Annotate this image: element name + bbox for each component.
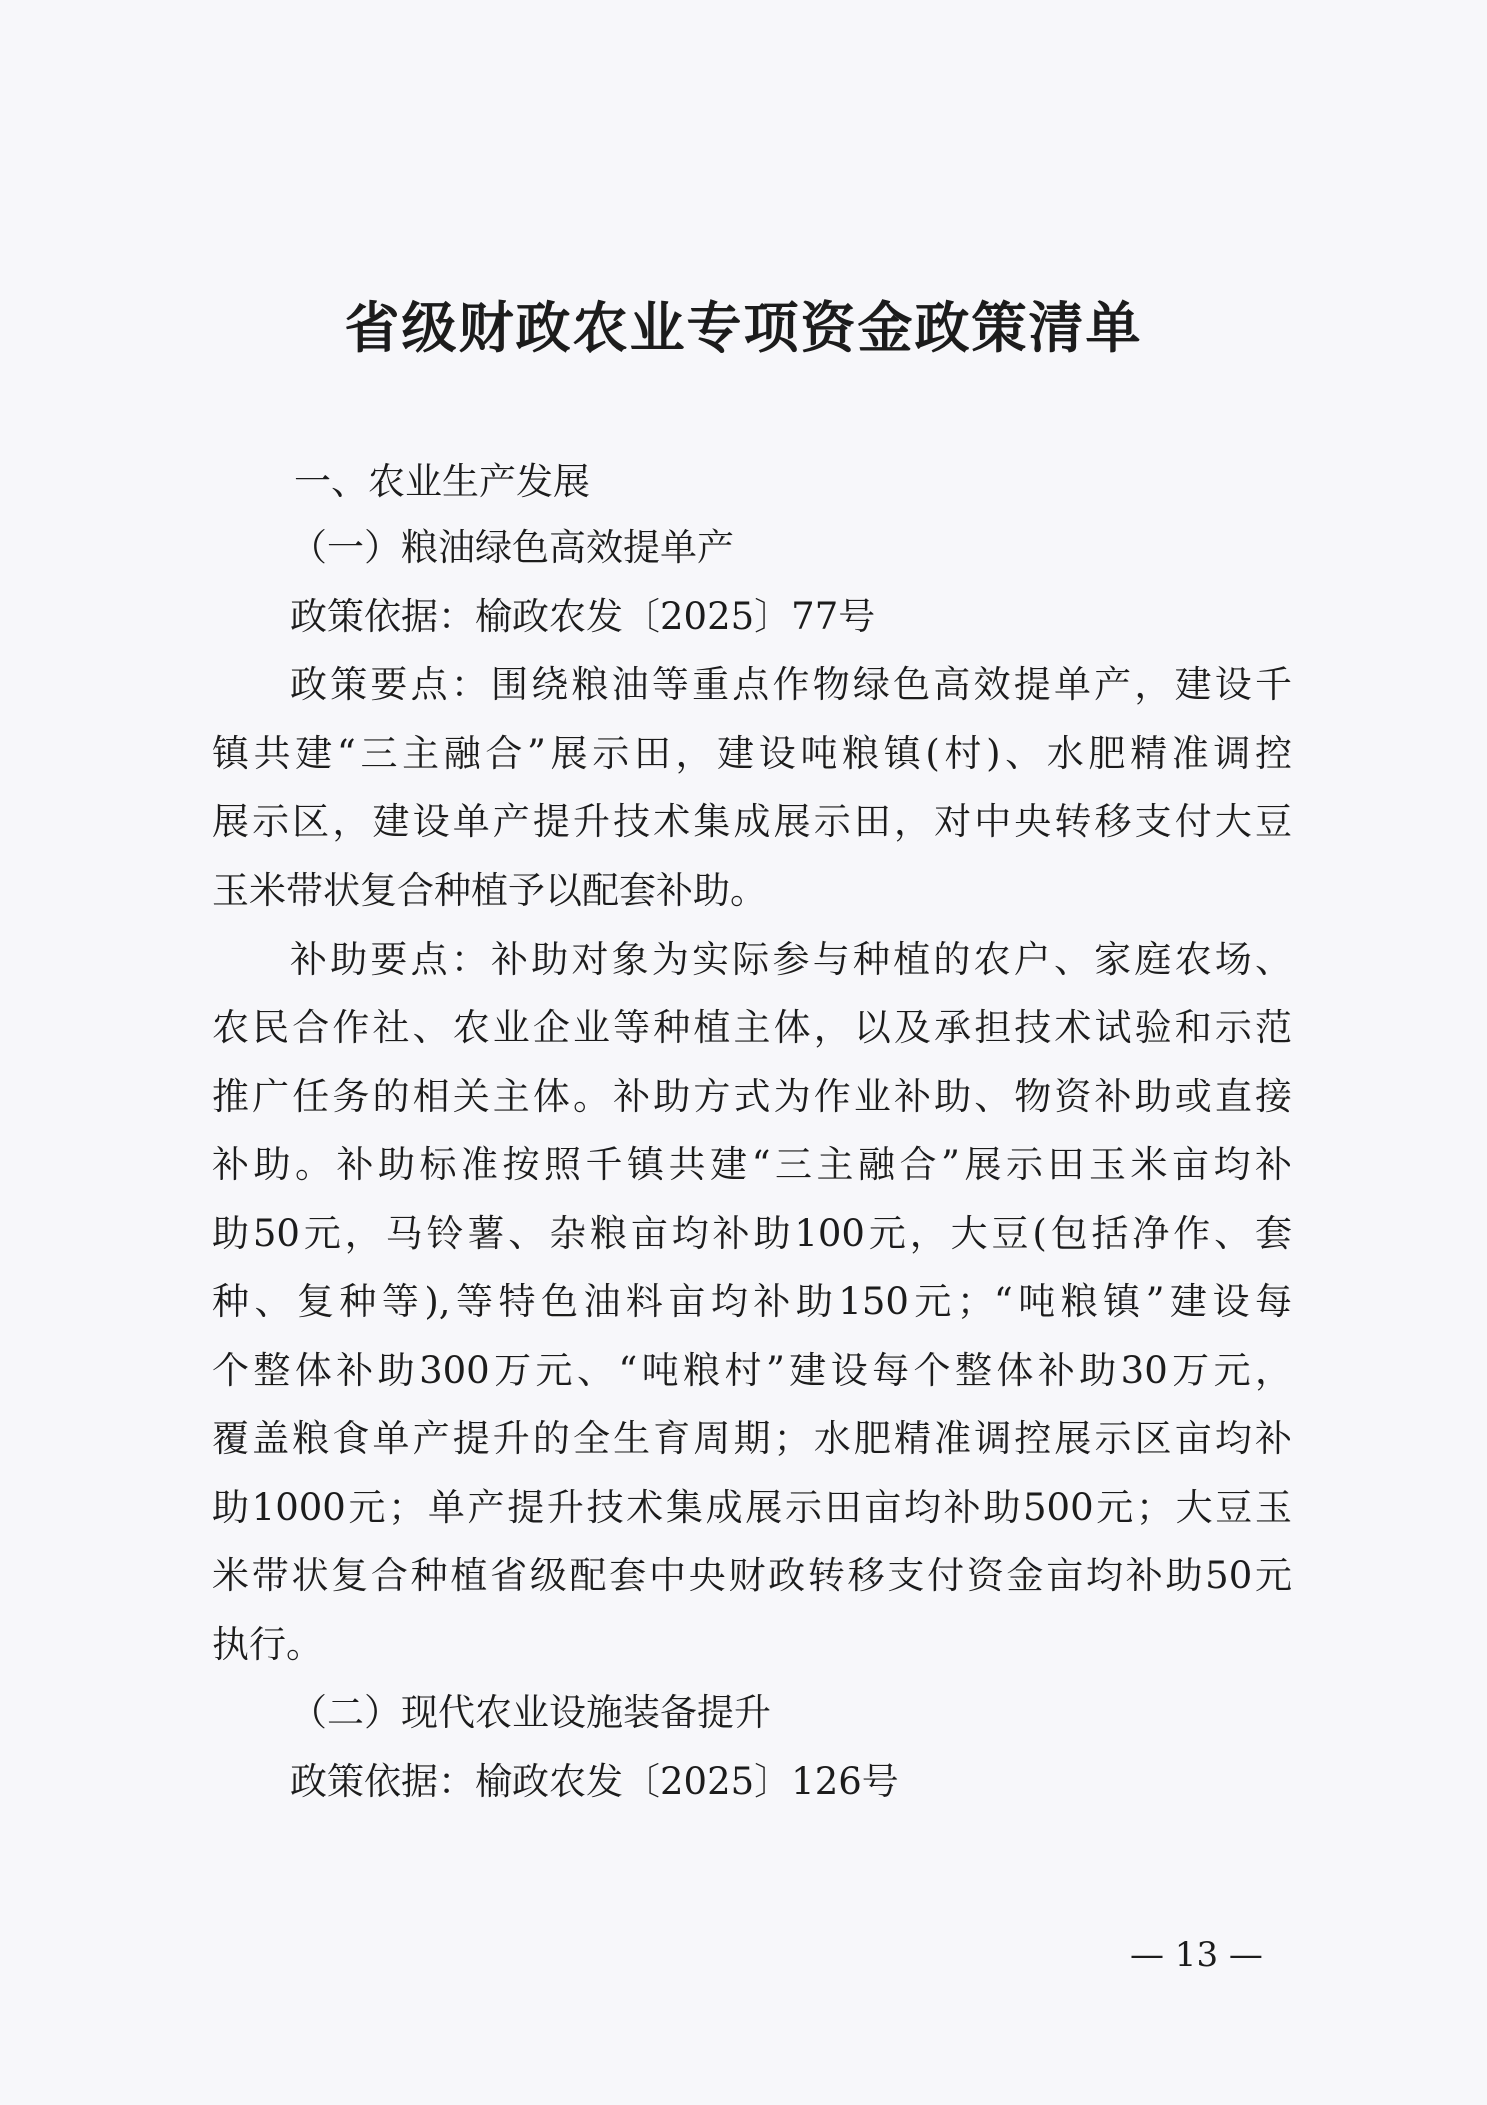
paragraph-line: 助50元，马铃薯、杂粮亩均补助100元，大豆(包括净作、套 bbox=[212, 1212, 1292, 1255]
paragraph-line: 推广任务的相关主体。补助方式为作业补助、物资补助或直接 bbox=[212, 1075, 1292, 1118]
page-number: — 13 — bbox=[1130, 1935, 1263, 1975]
paragraph-line: 覆盖粮食单产提升的全生育周期；水肥精准调控展示区亩均补 bbox=[212, 1417, 1292, 1460]
paragraph-line: 展示区，建设单产提升技术集成展示田，对中央转移支付大豆 bbox=[212, 800, 1292, 843]
paragraph-line: 玉米带状复合种植予以配套补助。 bbox=[212, 869, 767, 912]
paragraph-line: 个整体补助300万元、“吨粮村”建设每个整体补助30万元， bbox=[212, 1349, 1292, 1392]
policy-basis: 政策依据：榆政农发〔2025〕126号 bbox=[290, 1760, 899, 1803]
paragraph-line: 补助。补助标准按照千镇共建“三主融合”展示田玉米亩均补 bbox=[212, 1143, 1292, 1186]
paragraph-line: 农民合作社、农业企业等种植主体，以及承担技术试验和示范 bbox=[212, 1006, 1292, 1049]
paragraph-line: 政策要点：围绕粮油等重点作物绿色高效提单产，建设千 bbox=[290, 663, 1292, 706]
paragraph-line: 补助要点：补助对象为实际参与种植的农户、家庭农场、 bbox=[290, 938, 1292, 981]
subsection-heading: （二）现代农业设施装备提升 bbox=[290, 1691, 771, 1734]
paragraph-line: 助1000元；单产提升技术集成展示田亩均补助500元；大豆玉 bbox=[212, 1486, 1292, 1529]
paragraph-line: 种、复种等),等特色油料亩均补助150元；“吨粮镇”建设每 bbox=[212, 1280, 1292, 1323]
paragraph-line: 执行。 bbox=[212, 1623, 323, 1666]
page-title: 省级财政农业专项资金政策清单 bbox=[344, 295, 1143, 360]
policy-basis: 政策依据：榆政农发〔2025〕77号 bbox=[290, 595, 876, 638]
paragraph-line: 镇共建“三主融合”展示田，建设吨粮镇(村)、水肥精准调控 bbox=[212, 732, 1292, 775]
paragraph-line: 米带状复合种植省级配套中央财政转移支付资金亩均补助50元 bbox=[212, 1554, 1292, 1597]
section-heading: 一、农业生产发展 bbox=[294, 460, 590, 503]
subsection-heading: （一）粮油绿色高效提单产 bbox=[290, 526, 734, 569]
